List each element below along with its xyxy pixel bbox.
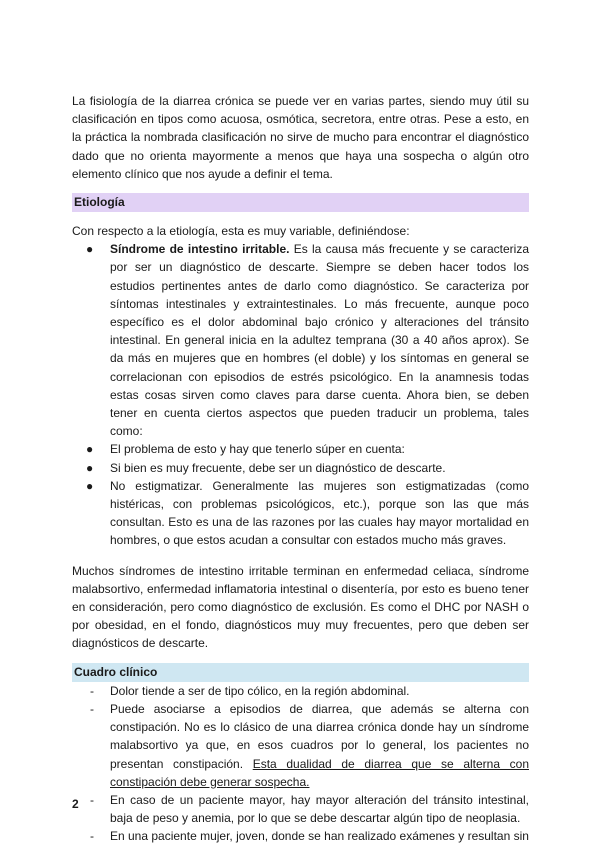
cuadro-clinico-heading: Cuadro clínico [72, 663, 529, 682]
list-item [72, 827, 529, 845]
bullet-text: El problema de esto y hay que tenerlo súper en cuenta: [110, 442, 405, 457]
bullet-icon: ● [86, 460, 94, 475]
list-item-text: En una paciente mujer, joven, donde se han realizado exámenes y resultan sin [110, 829, 529, 844]
cuadro-clinico-list [72, 682, 529, 846]
bullet-text: No estigmatizar. Generalmente las mujeres son estigmatizadas (como histéricas, con problemas psicológicos, etc.), porque son las que más consultan. Esto es una de las razones por las cuales hay mayor mortalidad en hombres, o que estos acudan a consultar con estados mucho más graves. [110, 478, 529, 548]
bullet-item [72, 240, 529, 440]
bullet-text: Es la causa más frecuente y se caracteriza por ser un diagnóstico de descarte. Siempre se deben hacer todos los estudios pertinentes antes de darlo como diagnóstico. Se caracteriza por síntomas intestinales y extraintestinales. Lo más frecuente, aunque poco específico es el dolor abdominal bajo crónico y alteraciones del tránsito intestinal. En general inicia en la adultez temprana (30 a 40 años aprox). Se da más en mujeres que en hombres (el doble) y los síntomas en general se correlacionan con episodios de estrés psicológico. En la anamnesis todas estas cosas sirven como claves para darse cuenta. Ahora bien, se deben tener en cuenta ciertos aspectos que pueden traducir un problema, tales como: [110, 242, 529, 439]
list-item-text: En caso de un paciente mayor, hay mayor alteración del tránsito intestinal, baja de peso y anemia, por lo que se debe descartar algún tipo de neoplasia. [110, 792, 529, 826]
dash-icon: - [90, 792, 94, 807]
intro-paragraph: La fisiología de la diarrea crónica se puede ver en varias partes, siendo muy útil su clasificación en tipos como acuosa, osmótica, secretora, entre otras. Pese a esto, en la práctica la nombrada clasificación no sirve de mucho para encontrar el diagnóstico dado que no orienta mayormente a menos que haya una sospecha o algún otro elemento clínico que nos ayude a definir el tema. [72, 94, 529, 181]
bullet-icon: ● [86, 242, 94, 257]
etiologia-heading: Etiología [72, 193, 529, 212]
bullet-bold-label: Síndrome de intestino irritable. [110, 242, 290, 257]
bullet-item [72, 440, 529, 458]
bullet-item [72, 477, 529, 550]
page-number: 2 [72, 797, 79, 811]
bullet-icon: ● [86, 478, 94, 493]
bullet-text: Si bien es muy frecuente, debe ser un diagnóstico de descarte. [110, 460, 446, 475]
etiologia-lead: Con respecto a la etiología, esta es muy variable, definiéndose: [72, 224, 410, 239]
list-item [72, 682, 529, 700]
bullet-icon: ● [86, 442, 94, 457]
dash-icon: - [90, 701, 94, 716]
dash-icon: - [90, 829, 94, 844]
list-item [72, 700, 529, 791]
etiologia-closing-paragraph: Muchos síndromes de intestino irritable terminan en enfermedad celiaca, síndrome malabsortivo, enfermedad inflamatoria intestinal o disentería, por esto es bueno tener en consideración, pero como diagnóstico de exclusión. Es como el DHC por NASH o por obesidad, en el fondo, diagnósticos muy muy frecuentes, pero que deben ser diagnósticos de descarte. [72, 563, 529, 651]
etiologia-bullet-list [72, 240, 529, 549]
list-item-text: Puede asociarse a episodios de diarrea, que además se alterna con constipación. No es lo clásico de una diarrea crónica donde hay un síndrome malabsortivo ya que, en esos cuadros por lo general, los pacientes no presentan constipación. [110, 701, 529, 771]
underlined-emphasis: Esta dualidad de diarrea que se alterna con constipación debe generar sospecha. [110, 756, 529, 789]
list-item-text: Dolor tiende a ser de tipo cólico, en la región abdominal. [110, 683, 410, 698]
dash-icon: - [90, 683, 94, 698]
list-item [72, 791, 529, 827]
bullet-item [72, 459, 529, 477]
document-body [72, 92, 529, 846]
